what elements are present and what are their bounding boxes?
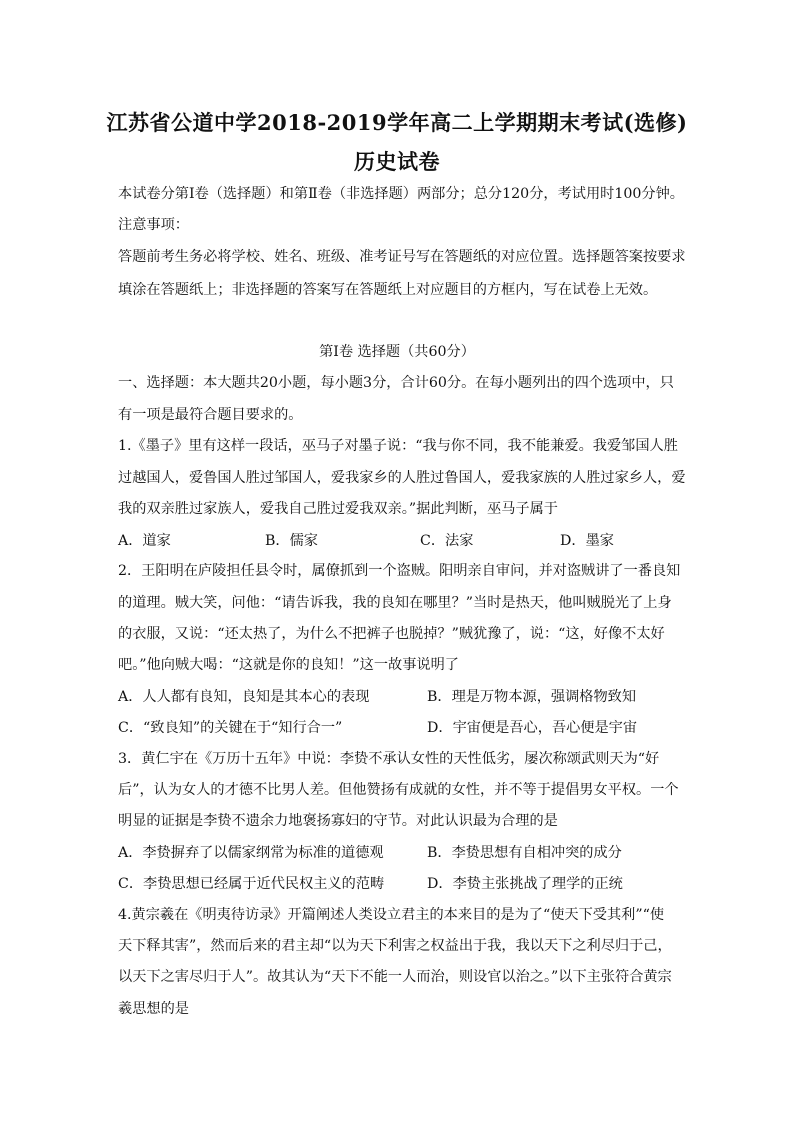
question-1-option-b: B．儒家 (265, 533, 318, 549)
question-4-text: 羲思想的是 (118, 1001, 189, 1017)
question-4-text: 以天下之害尽归于人”。故其认为“天下不能一人而治，则设官以治之。”以下主张符合黄宗 (118, 969, 672, 985)
section-instruction: 一、选择题：本大题共20小题，每小题3分，合计60分。在每小题列出的四个选项中，只 (118, 375, 674, 391)
question-3-option-c: C．李贽思想已经属于近代民权主义的范畴 (118, 876, 385, 892)
question-4-text: 天下释其害”，然而后来的君主却“以为天下利害之权益出于我，我以天下之利尽归于己， (118, 938, 672, 954)
question-1-text: 过越国人，爱鲁国人胜过邹国人，爱我家乡的人胜过鲁国人，爱我家族的人胜过家乡人，爱 (118, 470, 686, 486)
question-2-text: 的道理。贼大笑，问他：“请告诉我，我的良知在哪里？”当时是热天，他叫贼脱光了上身 (118, 595, 672, 611)
question-3-text: 后”，认为女人的才德不比男人差。但他赞扬有成就的女性，并不等于提倡男女平权。一个 (118, 782, 679, 798)
question-3-option-d: D．李贽主张挑战了理学的正统 (427, 876, 623, 892)
question-2-option-d: D．宇宙便是吾心，吾心便是宇宙 (427, 720, 638, 736)
question-3-option-b: B．李贽思想有自相冲突的成分 (427, 845, 622, 861)
question-1-text: 我的双亲胜过家族人，爱我自己胜过爱我双亲。”据此判断，巫马子属于 (118, 501, 558, 517)
question-2-option-c: C．“致良知”的关键在于“知行合一” (118, 720, 343, 736)
section-heading: 第Ⅰ卷 选择题（共60分） (319, 344, 475, 360)
notice-line: 答题前考生务必将学校、姓名、班级、准考证号写在答题纸的对应位置。选择题答案按要求 (118, 249, 686, 265)
question-2-text: 吧。”他向贼大喝：“这就是你的良知！”这一故事说明了 (118, 657, 459, 673)
notice-label: 注意事项： (118, 217, 189, 233)
question-3-text: 3．黄仁宇在《万历十五年》中说：李贽不承认女性的天性低劣，屡次称颂武则天为“好 (118, 751, 660, 767)
question-1-text: 1.《墨子》里有这样一段话，巫马子对墨子说：“我与你不同，我不能兼爱。我爱邹国人胜 (118, 438, 678, 454)
section-instruction: 有一项是最符合题目要求的。 (118, 407, 303, 423)
question-2-text: 2．王阳明在庐陵担任县令时，属僚抓到一个盗贼。阳明亲自审问，并对盗贼讲了一番良知 (118, 563, 681, 579)
exam-title: 江苏省公道中学2018-2019学年高二上学期期末考试(选修) (106, 110, 688, 135)
question-2-text: 的衣服，又说：“还太热了，为什么不把裤子也脱掉？”贼犹豫了，说：“这，好像不太好 (118, 626, 665, 642)
question-4-text: 4.黄宗羲在《明夷待访录》开篇阐述人类设立君主的本来目的是为了“使天下受其利”“使 (118, 907, 665, 923)
exam-subtitle: 历史试卷 (354, 149, 440, 174)
question-2-option-b: B．理是万物本源，强调格物致知 (427, 689, 637, 705)
question-3-option-a: A．李贽摒弃了以儒家纲常为标准的道德观 (118, 845, 384, 861)
question-1-option-d: D．墨家 (560, 533, 614, 549)
notice-line: 填涂在答题纸上；非选择题的答案写在答题纸上对应题目的方框内，写在试卷上无效。 (118, 282, 658, 298)
question-2-option-a: A．人人都有良知，良知是其本心的表现 (118, 689, 370, 705)
question-3-text: 明显的证据是李贽不遗余力地褒扬寡妇的守节。对此认识最为合理的是 (118, 813, 558, 829)
question-1-option-c: C．法家 (420, 533, 474, 549)
intro-line: 本试卷分第Ⅰ卷（选择题）和第Ⅱ卷（非选择题）两部分；总分120分，考试用时100分钟。 (118, 186, 684, 202)
question-1-option-a: A．道家 (118, 533, 171, 549)
